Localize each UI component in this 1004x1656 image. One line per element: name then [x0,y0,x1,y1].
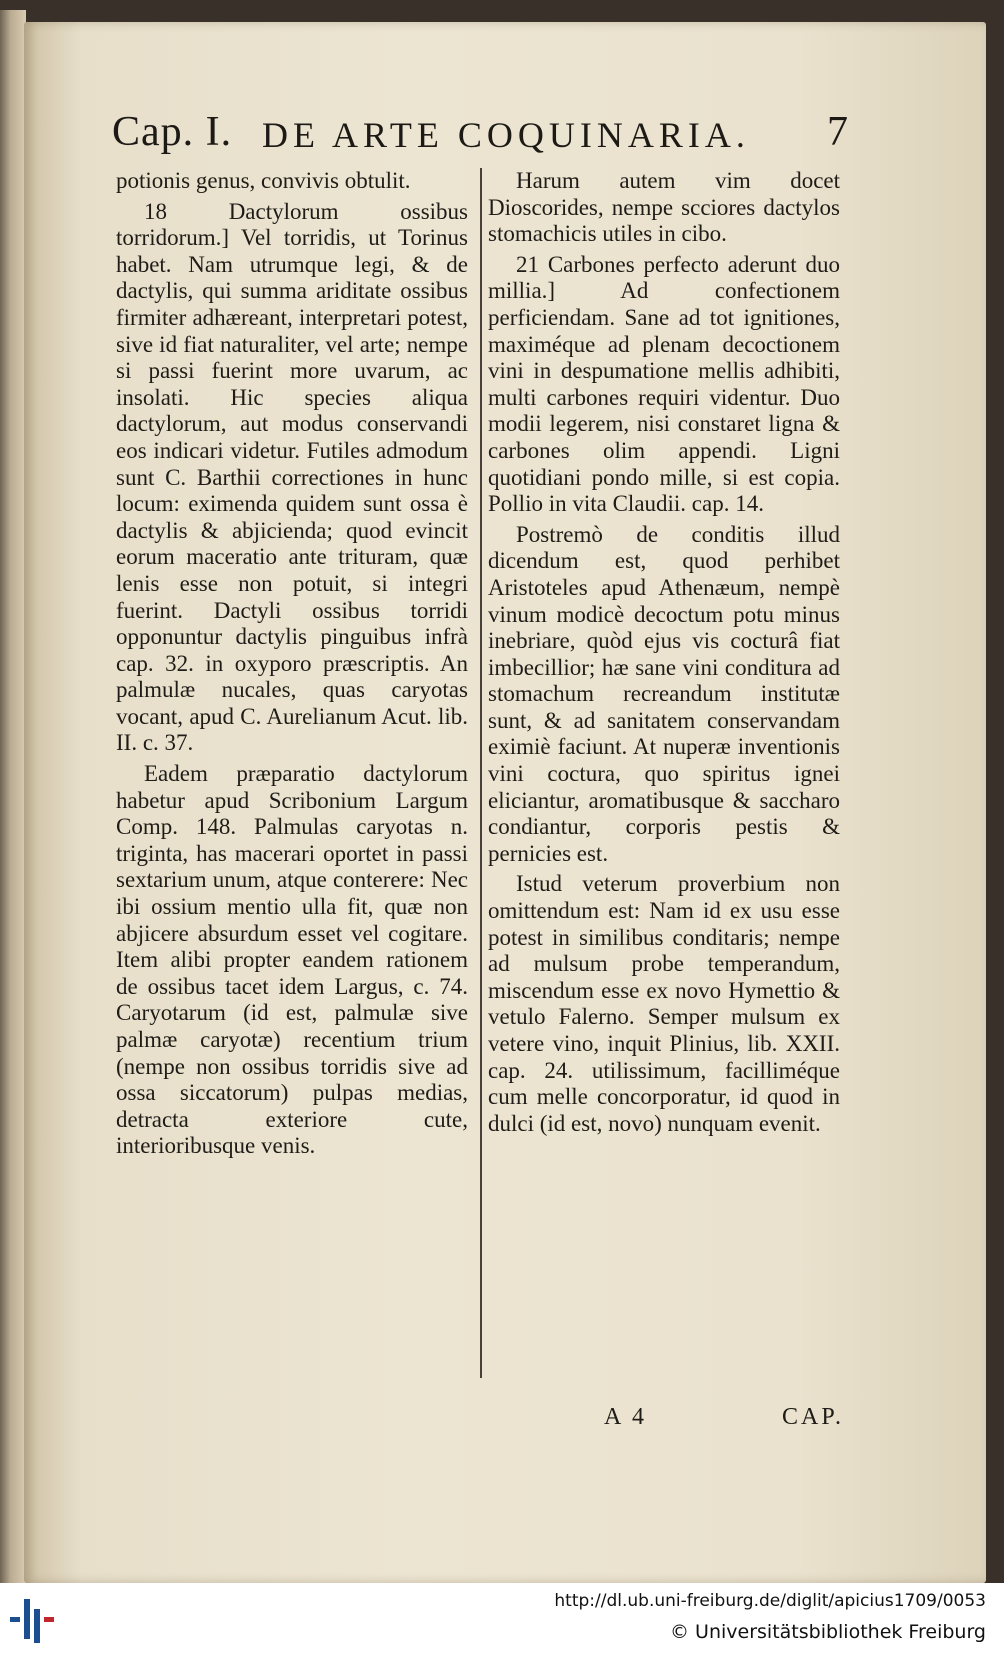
right-paragraph: 21 Carbones perfecto aderunt duo millia.] Ad confectionem perficiendam. Sane ad tot ignitiones, maximéque ad plenam decoctionem vini in despumatione mellis adhibiti, multi carbones requiri videntur. Duo modii legerem, nisi constaret ligna & carbones olim appendi. Ligni quotidiani pondo mille, si est copia. Pollio in vita Claudii. cap. 14. [488,251,840,517]
signature-mark: A 4 [604,1404,648,1430]
left-paragraph: potionis genus, convivis obtulit. [116,168,411,193]
facing-page-edge [0,10,26,1583]
viewer-footer-bar [0,1583,1004,1656]
left-paragraph: Eadem præparatio dactylorum habetur apud Scribonium Largum Comp. 148. Palmulas caryotas n. triginta, has macerari oportet in passi sextarium unum, atque conterere: Nec ibi ossium mentio ulla fit, quæ non abjicere absurdum esset vel cogitare. Item alibi propter eandem rationem de ossibus tacet idem Largus, c. 74. Caryotarum (id est, palmulæ sive palmæ caryotæ) recentium trium (nempe non ossibus torridis sive ad ossa siccatorum) pulpas medias, detracta exteriore cute, interioribusque venis. [116,761,468,1159]
right-paragraph: Postremò de conditis illud dicendum est, quod perhibet Aristoteles apud Athenæum, nempè vinum modicè decoctum potu minus inebriare, quòd ejus vis cocturâ fiat imbecillior; hæ sane vini conditura ad stomachum recreandum institutæ sunt, & ad sanitatem conservandam eximiè faciunt. At nuperæ inventionis vini coctura, quo spiritus ignei eliciantur, aromatibusque & saccharo condiantur, corporis pestis & pernicies est. [488,521,840,866]
running-head [112,108,848,168]
left-column [116,168,468,1164]
right-paragraph: Istud veterum proverbium non omittendum est: Nam id ex usu esse potest in similibus conditaris; nempe ad mulsum probe temperandum, miscendum esse ex novo Hymettio & vetulo Falerno. Semper mulsum ex vetere vino, inquit Plinius, lib. XXII. cap. 24. utilissimum, facilliméque cum melle concorporatur, id quod in dulci (id est, novo) nunquam evenit. [488,871,840,1136]
catchword: CAP. [782,1404,845,1430]
left-paragraph: 18 Dactylorum ossibus torridorum.] Vel torridis, ut Torinus habet. Nam utrumque legi, & de dactylis, qui summa ariditate ossibus firmiter adhæreant, interpretari potest, sive id fiat naturaliter, vel arte; nempe si passi fuerint more uvarum, ac insolati. Hic species aliqua dactylorum, aut modus conservandi eos indicari videtur. Futiles admodum sunt C. Barthii correctiones in hunc locum: eximenda quidem sunt ossa è dactylis & abjicienda; quod evincit eorum maceratio ante trituram, quæ lenis esse non potuit, si integri fuerint. Dactyli ossibus torridi opponuntur dactylis pinguibus infrà cap. 32. in oxyporo præscriptis. An palmulæ nucales, quas caryotas vocant, apud C. Aurelianum Acut. lib. II. c. 37. [116,198,468,756]
library-logo-icon [8,1595,64,1645]
chapter-label: Cap. I. [112,109,233,155]
right-column [488,168,840,1141]
column-divider [480,168,482,1378]
copyright-notice: © Universitätsbibliothek Freiburg [670,1621,986,1643]
right-paragraph: Harum autem vim docet Dioscorides, nempe scciores dactylos stomachicis utiles in cibo. [488,168,840,247]
page-heading: DE ARTE COQUINARIA. [262,115,750,155]
permalink-url[interactable]: http://dl.ub.uni-freiburg.de/diglit/apicius1709/0053 [554,1591,986,1611]
page-number: 7 [827,109,848,155]
